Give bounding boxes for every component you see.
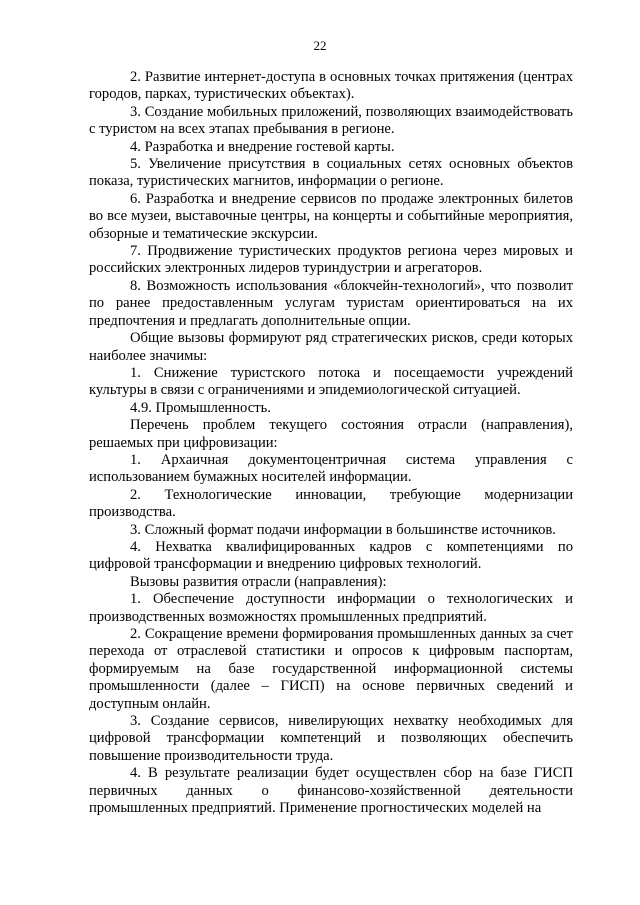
paragraph-tourism-item-2: 2. Развитие интернет-доступа в основных точках притяжения (центрах городов, парках, туристических объектах). bbox=[89, 69, 573, 103]
paragraph-challenge-item-3: 3. Создание сервисов, нивелирующих нехватку необходимых для цифровой трансформации компетенций и позволяющих обеспечить повышение производительности труда. bbox=[89, 713, 573, 764]
paragraph-problem-item-2: 2. Технологические инновации, требующие модернизации производства. bbox=[89, 486, 573, 521]
paragraph-challenges-intro: Вызовы развития отрасли (направления): bbox=[130, 573, 387, 590]
paragraph-tourism-item-3: 3. Создание мобильных приложений, позволяющих взаимодействовать с туристом на всех этапах пребывания в регионе. bbox=[89, 103, 573, 138]
paragraph-tourism-item-5: 5. Увеличение присутствия в социальных сетях основных объектов показа, туристических магнитов, информации о регионе. bbox=[89, 156, 573, 190]
paragraph-tourism-item-8: 8. Возможность использования «блокчейн-технологий», что позволит по ранее предоставленным услугам туристам ориентироваться на их предпочтения и предлагать дополнительные опции. bbox=[89, 277, 573, 329]
document-body bbox=[89, 69, 573, 817]
paragraph-tourism-item-4: 4. Разработка и внедрение гостевой карты. bbox=[130, 138, 395, 155]
paragraph-tourism-item-6: 6. Разработка и внедрение сервисов по продаже электронных билетов во все музеи, выставочные центры, на концерты и событийные мероприятия, обзорные и тематические экскурсии. bbox=[89, 190, 573, 242]
paragraph-challenge-item-2: 2. Сокращение времени формирования промышленных данных за счет перехода от отраслевой статистики и опросов к цифровым паспортам, формируемым на базе государственной информационной системы промышленности (далее – ГИСП) на основе первичных сведений и доступным онлайн. bbox=[89, 626, 573, 712]
page-number: 22 bbox=[313, 38, 327, 53]
paragraph-challenge-item-4: 4. В результате реализации будет осуществлен сбор на базе ГИСП первичных данных о финансово-хозяйственной деятельности промышленных предприятий. Применение прогностических моделей на bbox=[89, 765, 573, 817]
paragraph-risks-intro: Общие вызовы формируют ряд стратегических рисков, среди которых наиболее значимы: bbox=[89, 330, 573, 364]
section-heading-industry: 4.9. Промышленность. bbox=[130, 399, 271, 416]
paragraph-problem-item-3: 3. Сложный формат подачи информации в большинстве источников. bbox=[130, 521, 556, 538]
paragraph-problem-item-4: 4. Нехватка квалифицированных кадров с компетенциями по цифровой трансформации и внедрению цифровых технологий. bbox=[89, 538, 573, 573]
paragraph-problem-item-1: 1. Архаичная документоцентричная система управления с использованием бумажных носителей информации. bbox=[89, 451, 573, 486]
paragraph-tourism-item-7: 7. Продвижение туристических продуктов региона через мировых и российских электронных лидеров туриндустрии и агрегаторов. bbox=[89, 243, 573, 277]
paragraph-risk-item-1: 1. Снижение туристского потока и посещаемости учреждений культуры в связи с ограничениями и эпидемиологической ситуацией. bbox=[89, 364, 573, 399]
paragraph-problems-intro: Перечень проблем текущего состояния отрасли (направления), решаемых при цифровизации: bbox=[89, 417, 573, 451]
paragraph-challenge-item-1: 1. Обеспечение доступности информации о технологических и производственных возможностях промышленных предприятий. bbox=[89, 591, 573, 625]
